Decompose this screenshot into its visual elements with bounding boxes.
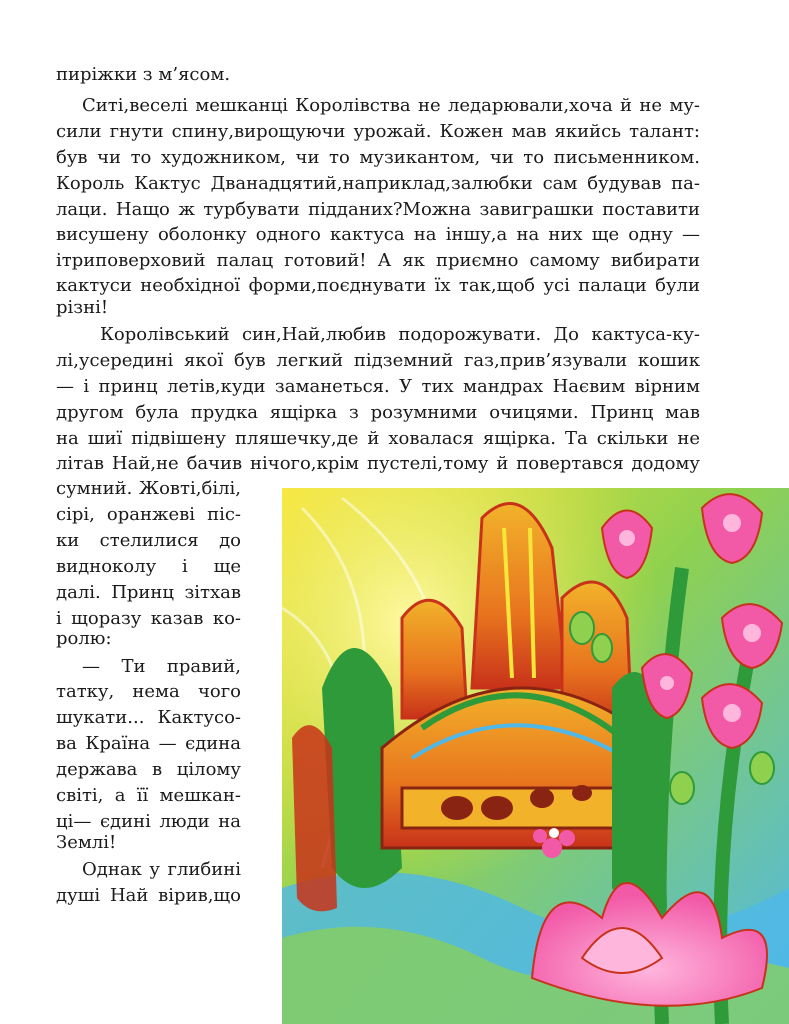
palace-window bbox=[530, 788, 554, 808]
text-line: був чи то художником, чи то музикантом, чи то письменником. bbox=[56, 147, 700, 168]
text-line: лаци. Нащо ж турбувати підданих?Можна завиграшки поставити bbox=[56, 199, 700, 220]
text-line: шукати... Кактусо- bbox=[56, 707, 241, 728]
text-line: татку, нема чого bbox=[56, 681, 241, 702]
text-line: Однак у глибині bbox=[82, 859, 241, 880]
text-line: кактуси необхідної форми,поєднувати їх так,щоб усі палаци були bbox=[56, 275, 700, 296]
text-line: Королівський син,Най,любив подорожувати. До кактуса-ку- bbox=[100, 324, 700, 345]
text-line: другом була прудка ящірка з розумними очицями. Принц мав bbox=[56, 402, 700, 423]
text-line: — Ти правий, bbox=[82, 656, 241, 677]
text-line: різні! bbox=[56, 297, 109, 318]
text-line: Король Кактус Дванадцятий,наприклад,залюбки сам будував па- bbox=[56, 173, 700, 194]
text-line: Землі! bbox=[56, 832, 117, 853]
text-line: сили гнути спину,вирощуючи урожай. Кожен мав якийсь талант: bbox=[56, 121, 700, 142]
text-line: видноколу і ще bbox=[56, 556, 241, 577]
text-line: пиріжки з м’ясом. bbox=[56, 64, 231, 85]
palace-window bbox=[441, 796, 473, 820]
palace-window bbox=[481, 796, 513, 820]
text-line: лі,усередині якої був легкий підземний газ,прив’язували кошик bbox=[56, 350, 700, 371]
text-line: ки стелилися до bbox=[56, 530, 241, 551]
text-line: ітриповерховий палац готовий! А як приємно самому вибирати bbox=[56, 250, 700, 271]
palace-window bbox=[572, 785, 592, 801]
text-line: ролю: bbox=[56, 628, 112, 649]
text-line: душі Най вірив,що bbox=[56, 885, 241, 906]
text-line: держава в цілому bbox=[56, 759, 241, 780]
palace-illustration bbox=[282, 488, 789, 1024]
text-line: Ситі,веселі мешканці Королівства не ледарювали,хоча й не му- bbox=[82, 95, 700, 116]
text-line: далі. Принц зітхав bbox=[56, 582, 241, 603]
text-line: літав Най,не бачив нічого,крім пустелі,тому й повертався додому bbox=[56, 453, 700, 474]
text-line: ва Країна — єдина bbox=[56, 733, 241, 754]
text-line: сірі, оранжеві піс- bbox=[56, 504, 241, 525]
text-line: висушену оболонку одного кактуса на іншу,а на них ще одну — bbox=[56, 224, 700, 245]
text-line: і щоразу казав ко- bbox=[56, 608, 241, 629]
text-line: світі, а її мешкан- bbox=[56, 785, 241, 806]
text-line: на шиї підвішену пляшечку,де й ховалася ящірка. Та скільки не bbox=[56, 428, 700, 449]
text-line: ці— єдині люди на bbox=[56, 811, 241, 832]
text-line: сумний. Жовті,білі, bbox=[56, 478, 241, 499]
text-line: — і принц летів,куди заманеться. У тих мандрах Наєвим вірним bbox=[56, 376, 700, 397]
